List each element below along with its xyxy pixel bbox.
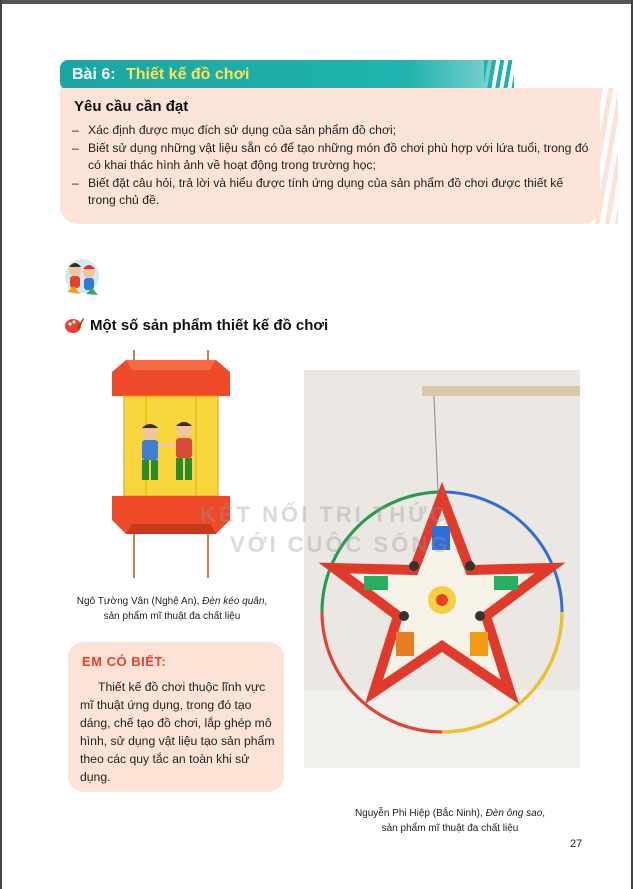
kids-activity-icon xyxy=(62,254,102,300)
watermark-line1: KẾT NỐI TRI THỨC xyxy=(200,502,449,527)
page-number: 27 xyxy=(570,838,583,850)
star-caption-author: Nguyễn Phi Hiệp (Bắc Ninh), xyxy=(354,808,483,819)
requirement-item: – Xác định được mục đích sử dụng của sản phẩm đồ chơi; xyxy=(72,122,592,139)
did-you-know-box xyxy=(68,642,284,792)
lantern-caption-suffix: , xyxy=(264,596,268,607)
requirement-item: – Biết đặt câu hỏi, trả lời và hiểu được tính ứng dụng của sản phẩm đồ chơi được thiết kế trong chủ đề. xyxy=(72,175,592,209)
lesson-number: Bài 6: xyxy=(72,66,116,83)
requirement-item: – Biết sử dụng những vật liệu sẵn có để tạo những món đồ chơi phù hợp với lứa tuổi, trong đó có khai thác hình ảnh về hoạt động trong trường học; xyxy=(72,140,592,174)
did-you-know-body: Thiết kế đồ chơi thuộc lĩnh vực mĩ thuật ứng dụng, trong đó tạo dáng, chế tạo đồ chơi, lắp ghép mô hình, sử dụng vật liệu tạo sản phẩm theo các quy tắc an toàn khi sử dụng. xyxy=(80,680,275,784)
requirements-list xyxy=(72,122,592,210)
page-top-border xyxy=(0,0,633,4)
requirements-heading: Yêu cầu cần đạt xyxy=(74,98,189,115)
watermark-line2: VỚI CUỘC SỐNG xyxy=(230,532,451,557)
lantern-caption xyxy=(62,594,282,624)
star-caption-suffix: , xyxy=(542,808,546,819)
section-title: Một số sản phẩm thiết kế đồ chơi xyxy=(90,316,329,334)
star-caption-line2: sản phẩm mĩ thuật đa chất liệu xyxy=(381,823,519,834)
star-caption-title: Đèn ông sao xyxy=(485,808,543,819)
did-you-know-title: EM CÓ BIẾT: xyxy=(82,654,167,669)
lesson-title: Thiết kế đồ chơi xyxy=(126,66,250,83)
lantern-caption-author: Ngô Tường Vân (Nghệ An), xyxy=(76,596,200,607)
lantern-caption-line2: sản phẩm mĩ thuật đa chất liệu xyxy=(103,611,241,622)
lantern-photo xyxy=(106,350,236,578)
page-left-border xyxy=(0,0,2,889)
star-lantern-photo xyxy=(304,370,580,768)
paint-brush-icon xyxy=(64,316,84,334)
section-header xyxy=(64,316,328,334)
star-lantern-caption xyxy=(320,806,580,836)
lantern-caption-title: Đèn kéo quân xyxy=(202,596,265,607)
requirements-box xyxy=(60,88,600,224)
lesson-title-bar xyxy=(60,60,492,90)
